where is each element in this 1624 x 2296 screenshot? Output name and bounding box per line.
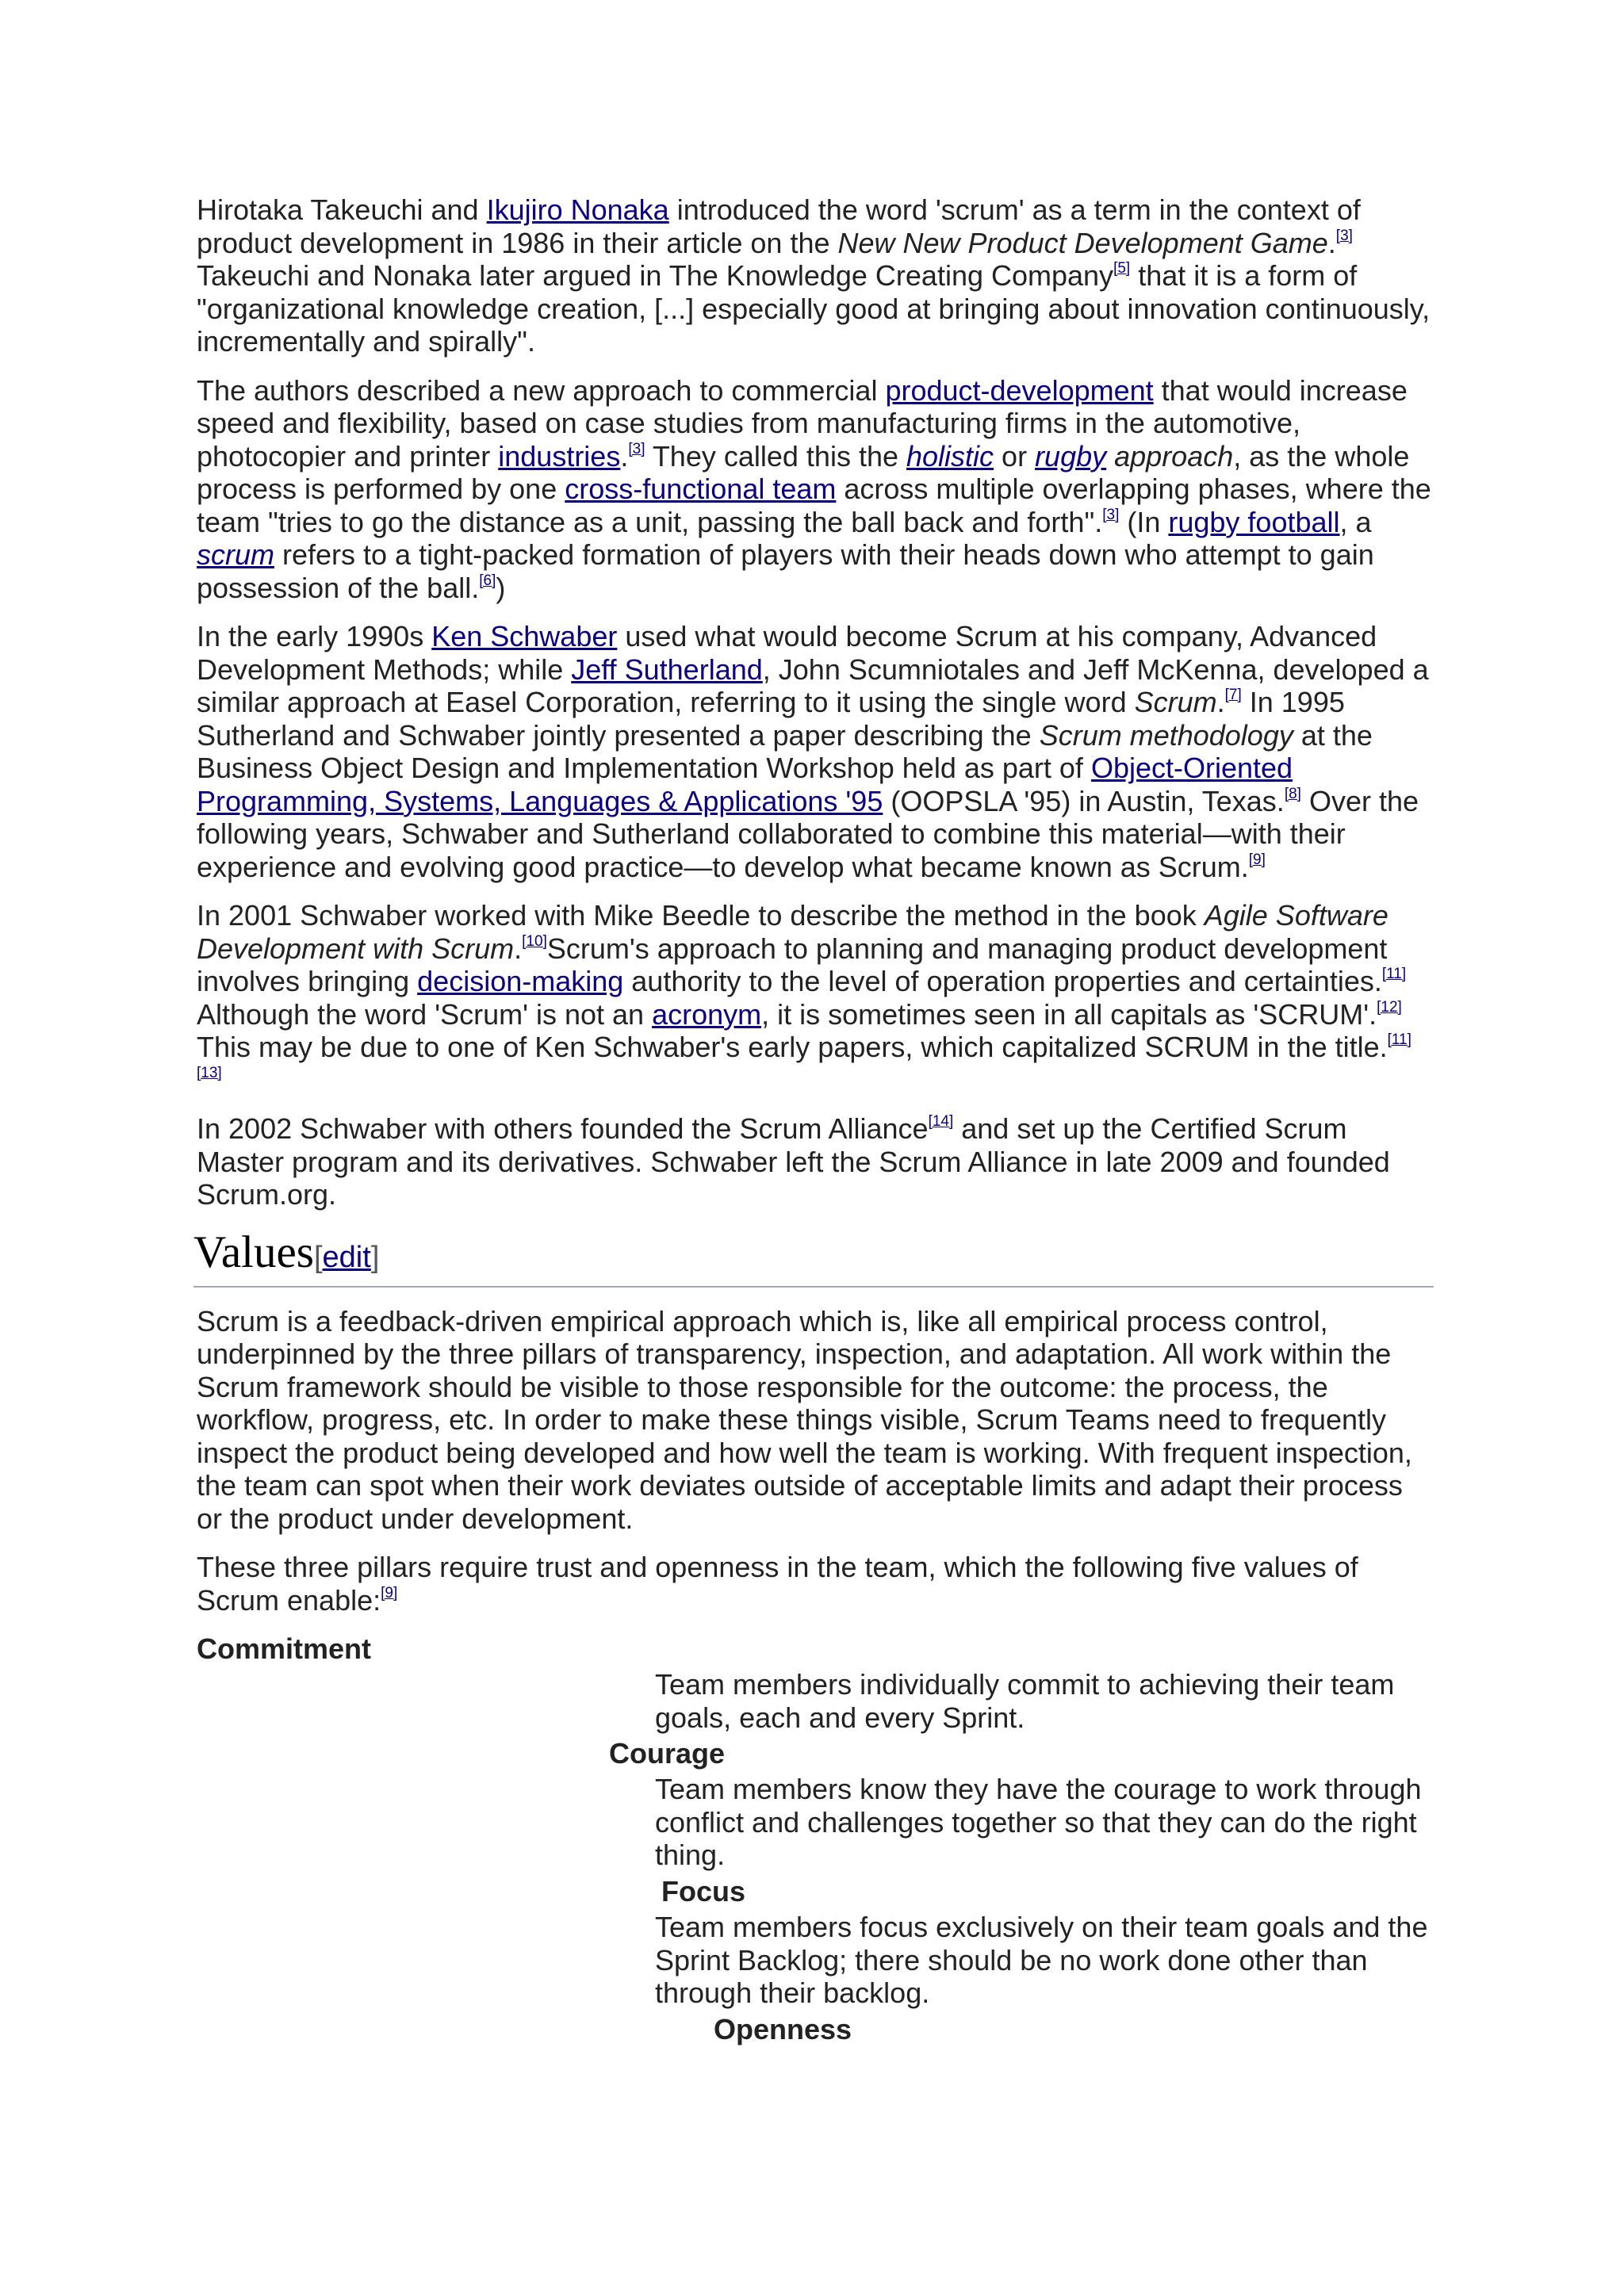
italic-book-title: Agile Software Development with Scrum	[197, 899, 1388, 965]
citation-link-9[interactable]: [9]	[1248, 851, 1266, 868]
text: These three pillars require trust and openness in the team, which the following five values of Scrum enable:	[197, 1551, 1358, 1617]
citation-ref	[1285, 786, 1301, 802]
citation-link-5[interactable]: [5]	[1113, 260, 1131, 277]
article-content	[193, 193, 1434, 2045]
text: or	[994, 439, 1036, 473]
text: In 2001 Schwaber worked with Mike Beedle to describe the method in the book	[197, 899, 1205, 932]
italic-title: New New Product Development Game	[837, 226, 1328, 259]
history-paragraph-1	[197, 193, 1434, 358]
text: across multiple overlapping phases, where the team "tries to go the distance as a unit, passing the ball back and forth".	[197, 473, 1431, 538]
value-desc-commitment: Team members individually commit to achieving their team goals, each and every Sprint.	[655, 1668, 1395, 1734]
text: Takeuchi and Nonaka later argued in The Knowledge Creating Company	[197, 259, 1114, 292]
link-ikujiro-nonaka[interactable]: Ikujiro Nonaka	[486, 193, 669, 226]
link-product-development[interactable]: product-development	[885, 373, 1154, 407]
citation-link-11[interactable]: [11]	[1387, 1031, 1411, 1048]
bracket: ]	[370, 1240, 380, 1274]
text: , John Scumniotales and Jeff McKenna, developed a similar approach at Easel Corporation, referring to it using the single word	[197, 652, 1429, 718]
edit-section-link-wrap	[314, 1241, 379, 1274]
text: (OOPSLA '95) in Austin, Texas.	[883, 784, 1285, 817]
value-desc-focus: Team members focus exclusively on their team goals and the Sprint Backlog; there should be no work done other than through their backlog.	[655, 1911, 1428, 2009]
history-paragraph-5	[197, 1112, 1434, 1211]
text: .	[620, 439, 629, 473]
citation-ref	[929, 1113, 954, 1130]
link-acronym[interactable]: acronym	[652, 997, 762, 1031]
citation-link-9[interactable]: [9]	[381, 1584, 398, 1601]
values-paragraph-2	[197, 1551, 1434, 1617]
text: In the early 1990s	[197, 620, 432, 652]
link-industries[interactable]: industries	[498, 439, 621, 473]
citation-link-11[interactable]: [11]	[1381, 966, 1407, 982]
history-paragraph-3	[197, 620, 1434, 883]
italic-text: approach	[1106, 439, 1234, 473]
text: that would increase speed and flexibility, based on case studies from manufacturing firms in the automotive, photocopier and printer	[197, 373, 1408, 473]
text: Although the word 'Scrum' is not an	[197, 997, 653, 1031]
text: Hirotaka Takeuchi and	[197, 193, 487, 226]
text: This may be due to one of Ken Schwaber's early papers, which capitalized SCRUM in the title.	[197, 1031, 1388, 1063]
text: authority to the level of operation properties and certainties.	[623, 965, 1382, 997]
text: They called this the	[645, 439, 906, 473]
value-desc-courage: Team members know they have the courage to work through conflict and challenges together so that they can do the right thing.	[655, 1773, 1422, 1871]
citation-link-8[interactable]: [8]	[1284, 785, 1301, 802]
link-cross-functional-team[interactable]: cross-functional team	[565, 473, 837, 505]
values-list	[197, 1632, 1434, 2045]
text: In 2002 Schwaber with others founded the Scrum Alliance	[197, 1112, 929, 1145]
citation-link-3[interactable]: [3]	[1102, 506, 1120, 523]
citation-link-6[interactable]: [6]	[479, 572, 496, 589]
text: at the Business Object Design and Implementation Workshop held as part of	[197, 718, 1373, 784]
citation-link-3[interactable]: [3]	[628, 440, 645, 457]
italic-text: Scrum methodology	[1039, 718, 1293, 752]
link-scrum-rugby[interactable]: scrum	[197, 538, 274, 571]
citation-link-13[interactable]: [13]	[197, 1064, 222, 1081]
citation-ref	[628, 441, 645, 457]
values-paragraph-1: Scrum is a feedback-driven empirical approach which is, like all empirical process control, underpinned by the three pillars of transparency, inspection, and adaptation. All work within the Scrum framework should be visible to those responsible for the outcome: the process, the workflow, progress, etc. In order to make these things visible, Scrum Teams need to frequently inspect the product being developed and how well the team is working. With frequent inspection, the team can spot when their work deviates outside of acceptable limits and adapt their process or the product under development.	[197, 1304, 1412, 1535]
text: used what would become Scrum at his company, Advanced Development Methods; while	[197, 620, 1377, 686]
text: , it is sometimes seen in all capitals as 'SCRUM'.	[761, 997, 1377, 1031]
citation-link-14[interactable]: [14]	[928, 1113, 954, 1130]
link-holistic[interactable]: holistic	[906, 439, 994, 473]
values-heading	[193, 1227, 1434, 1288]
citation-ref	[1225, 687, 1242, 703]
citation-link-7[interactable]: [7]	[1224, 687, 1242, 703]
citation-link-10[interactable]: [10]	[522, 932, 547, 950]
citation-link-3[interactable]: [3]	[1335, 227, 1353, 244]
citation-ref	[381, 1585, 397, 1601]
text: .	[1327, 226, 1336, 259]
citation-ref	[1113, 260, 1130, 277]
value-term-focus: Focus	[661, 1875, 746, 1908]
citation-ref	[1382, 966, 1406, 982]
text: and set up the Certified Scrum Master program and its derivatives. Schwaber left the Scrum Alliance in late 2009 and founded Scrum.org.	[197, 1112, 1390, 1211]
link-rugby[interactable]: rugby	[1035, 439, 1107, 473]
link-rugby-football[interactable]: rugby football	[1168, 505, 1340, 538]
value-term-courage: Courage	[609, 1737, 726, 1770]
citation-ref	[1102, 507, 1119, 523]
link-ken-schwaber[interactable]: Ken Schwaber	[431, 620, 618, 652]
text: .	[1216, 686, 1225, 718]
citation-link-12[interactable]: [12]	[1377, 998, 1402, 1016]
history-paragraph-2	[197, 374, 1434, 605]
bracket: [	[313, 1240, 323, 1274]
text: Over the following years, Schwaber and Sutherland collaborated to combine this material—with their experience and evolving good practice—to develop what became known as Scrum.	[197, 784, 1419, 883]
history-paragraph-4	[197, 899, 1434, 1096]
citation-ref	[1336, 228, 1353, 244]
citation-ref	[1377, 999, 1402, 1016]
text: , as the whole process is performed by one	[197, 439, 1410, 505]
text: )	[496, 571, 506, 604]
link-decision-making[interactable]: decision-making	[417, 965, 624, 997]
link-jeff-sutherland[interactable]: Jeff Sutherland	[571, 652, 763, 686]
italic-text: Scrum	[1134, 686, 1217, 718]
text: Scrum's approach to planning and managing product development involves bringing	[197, 932, 1388, 997]
text: The authors described a new approach to commercial	[197, 373, 886, 407]
text: refers to a tight-packed formation of players with their heads down who attempt to gain possession of the ball.	[197, 538, 1374, 604]
citation-ref	[522, 933, 547, 950]
text: introduced the word 'scrum' as a term in the context of product development in 1986 in their article on the	[197, 193, 1361, 259]
value-term-openness: Openness	[714, 2013, 852, 2045]
value-term-commitment: Commitment	[197, 1632, 372, 1665]
edit-section-link[interactable]: edit	[322, 1240, 371, 1274]
text: , a	[1339, 505, 1372, 538]
section-title: Values	[193, 1226, 314, 1277]
citation-ref	[479, 572, 496, 589]
text: .	[514, 932, 523, 965]
link-oopsla[interactable]: Object-Oriented Programming, Systems, Languages & Applications '95	[197, 752, 1293, 817]
text: In 1995 Sutherland and Schwaber jointly presented a paper describing the	[197, 686, 1345, 752]
text: that it is a form of "organizational knowledge creation, [...] especially good at bringing about innovation continuously, incrementally and spirally".	[197, 259, 1431, 358]
text: (In	[1119, 505, 1169, 538]
citation-ref	[1249, 851, 1266, 868]
